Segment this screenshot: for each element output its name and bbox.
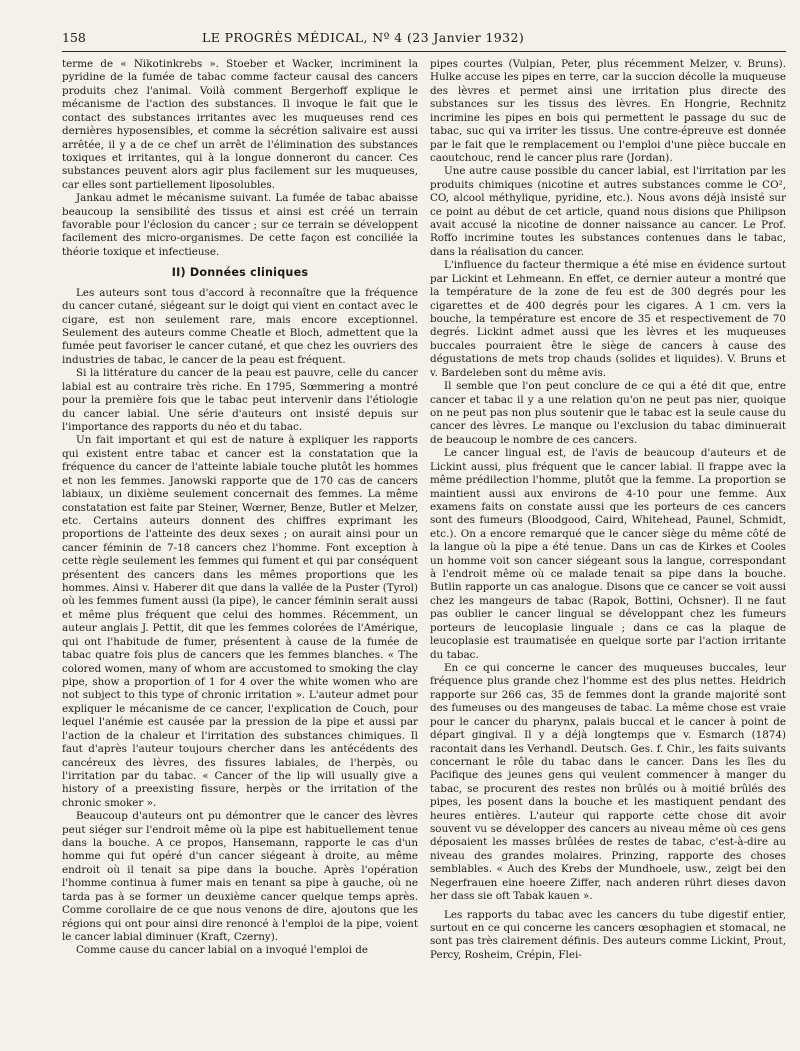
paragraph: Les auteurs sont tous d'accord à reconnaître que la fréquence du cancer cutané, siégeant sur le doigt qui vient en contact avec le cigare, est non seulement rare, mais encore exceptionnel. Seulement des auteurs comme Cheatle et Bloch, admettent que la fumée peut favoriser le cancer cutané, et que chez les ouvriers des industries de tabac, le cancer de la peau est fréquent. bbox=[62, 286, 418, 366]
paragraph: terme de « Nikotinkrebs ». Stoeber et Wacker, incriminent la pyridine de la fumée de tabac comme facteur causal des cancers produits chez l'animal. Voilà comment Bergerhoff explique le mécanisme de l'action des substances. Il invoque le fait que le contact des substances irritantes avec les muqueuses rend ces dernières hyposensibles, et comme la sécrétion salivaire est aussi arrêtée, il y a de ce chef un arrêt de l'élimination des substances toxiques et irritantes, qui à la longue donneront du cancer. Ces substances peuvent alors agir plus facilement sur les muqueuses, car elles sont partiellement liposolubles. bbox=[62, 58, 418, 191]
right-column bbox=[430, 58, 786, 962]
paragraph: Jankau admet le mécanisme suivant. La fumée de tabac abaisse beaucoup la sensibilité des tissus et ainsi est créé un terrain favorable pour l'éclosion du cancer ; sur ce terrain se développent facilement des micro-organismes. De cette façon est conciliée la théorie toxique et infectieuse. bbox=[62, 192, 418, 258]
paragraph: Une autre cause possible du cancer labial, est l'irritation par les produits chimiques (nicotine et autres substances comme le CO², CO, alcool méthylique, pyridine, etc.). Nous avons déjà insisté sur ce point au début de cet article, quand nous disions que Philipson avait accusé la nicotine de donner naissance au cancer. Le Prof. Roffo incrimine toutes les substances contenues dans le tabac, dans la réalisation du cancer. bbox=[430, 165, 786, 258]
paragraph: Le cancer lingual est, de l'avis de beaucoup d'auteurs et de Lickint aussi, plus fréquent que le cancer labial. Il frappe avec la même prédilection l'homme, plutôt que la femme. La proportion se maintient aussi aux environs de 4-10 pour une femme. Aux examens faits on constate aussi que les porteurs de ces cancers sont des fumeurs (Bloodgood, Caird, Whitehead, Paunel, Schmidt, etc.). On a encore remarqué que le cancer siège du même côté de la langue où la pipe a été tenue. Dans un cas de Kirkes et Cooles un homme voit son cancer siégeant sous la langue, correspondant à l'endroit même où ce malade tenait sa pipe dans la bouche. Butlin rapporte un cas analogue. Disons que ce cancer se voit aussi chez les mangeurs de tabac (Rapok, Bottini, Ochsner). Il ne faut pas oublier le cancer lingual se développant chez les fumeurs porteurs de leucoplasie linguale ; dans ce cas la plaque de leucoplasie est traumatisée en quelque sorte par l'action irritante du tabac. bbox=[430, 447, 786, 661]
paragraph: Un fait important et qui est de nature à expliquer les rapports qui existent entre tabac et cancer est la constatation que la fréquence du cancer de l'atteinte labiale touche plutôt les hommes et non les femmes. Janowski rapporte que de 170 cas de cancers labiaux, un dixième seulement concernait des femmes. La même constatation est faite par Steiner, Wœrner, Benze, Butler et Melzer, etc. Certains auteurs donnent des chiffres exprimant les proportions de l'atteinte des deux sexes ; on aurait ainsi pour un cancer féminin de 7-18 cancers chez l'homme. Font exception à cette règle seulement les femmes qui fument et qui par conséquent présentent des cancers dans les mêmes proportions que les hommes. Ainsi v. Haberer dit que dans la vallée de la Puster (Tyrol) où les femmes fument aussi (la pipe), le cancer féminin serait aussi et même plus fréquent que celui des hommes. Récemment, un auteur anglais J. Pettit, dit que les femmes colorées de l'Amérique, qui ont l'habitude de fumer, présentent à cause de la fumée de tabac quatre fois plus de cancers que les femmes blanches. « The colored women, many of whom are accustomed to smoking the clay pipe, show a proportion of 1 for 4 over the white women who are not subject to this type of chronic irritation ». L'auteur admet pour expliquer le mécanisme de ce cancer, l'explication de Couch, pour lequel l'anémie est causée par la pression de la pipe et aussi par l'action de la chaleur et l'irritation des substances chimiques. Il faut d'après l'auteur toujours chercher dans les antécédents des cancéreux des lèvres, des fissures labiales, de l'herpès, ou l'irritation par du tabac. « Cancer of the lip will usually give a history of a preexisting fissure, herpès or the irritation of the chronic smoker ». bbox=[62, 434, 418, 809]
journal-title: LE PROGRÈS MÉDICAL, Nº 4 (23 Janvier 1932) bbox=[202, 30, 525, 45]
paragraph: En ce qui concerne le cancer des muqueuses buccales, leur fréquence plus grande chez l'homme est des plus nettes. Heidrich rapporte sur 266 cas, 35 de femmes dont la grande majorité sont des fumeuses ou des mangeuses de tabac. La même chose est vraie pour le cancer du pharynx, palais buccal et le cancer à point de départ gingival. Il y a déjà longtemps que v. Esmarch (1874) racontait dans les Verhandl. Deutsch. Ges. f. Chir., les faits suivants concernant le rôle du tabac dans le cancer. Dans les îles du Pacifique des jeunes gens qui veulent commencer à manger du tabac, se procurent des restes non brûlés ou à moitié brûlés des pipes, les posent dans la bouche et les mastiquent pendant des heures entières. L'auteur qui rapporte cette chose dit avoir souvent vu se développer des cancers au niveau même où ces gens déposaient les masses brûlées de restes de tabac, c'est-à-dire au niveau des grandes molaires. Prinzing, rapporte des choses semblables. « Auch des Krebs der Mundhoele, usw., zeigt bei den Negerfrauen eine hoeere Ziffer, nach anderen rührt dieses davon her dass sie oft Tabak kauen ». bbox=[430, 661, 786, 903]
page-number: 158 bbox=[62, 30, 86, 45]
running-head bbox=[62, 30, 786, 52]
paragraph: Beaucoup d'auteurs ont pu démontrer que le cancer des lèvres peut siéger sur l'endroit même où la pipe est habituellement tenue dans la bouche. A ce propos, Hansemann, rapporte le cas d'un homme qui fut opéré d'un cancer siégeant à droite, au même endroit où il tenait sa pipe dans la bouche. Après l'opération l'homme continua à fumer mais en tenant sa pipe à gauche, où ne tarda pas à se former un deuxième cancer quelque temps après. Comme corollaire de ce que nous venons de dire, ajoutons que les régions qui ont pour ainsi dire renoncé à l'emploi de la pipe, voient le cancer labial diminuer (Kraft, Czerny). bbox=[62, 810, 418, 943]
paragraph: Comme cause du cancer labial on a invoqué l'emploi de bbox=[76, 944, 368, 957]
left-column bbox=[62, 58, 418, 962]
paragraph: Il semble que l'on peut conclure de ce qui a été dit que, entre cancer et tabac il y a une relation qu'on ne peut pas nier, quoique on ne peut pas non plus soutenir que le tabac est la seule cause du cancer des lèvres. Le manque ou l'exclusion du tabac diminuerait de beaucoup le nombre de ces cancers. bbox=[430, 380, 786, 446]
paragraph: L'influence du facteur thermique a été mise en évidence surtout par Lickint et Lehmeann. En effet, ce dernier auteur a montré que la température de la zone de feu est de 300 degrés pour les cigarettes et de 400 degrés pour les cigares. A 1 cm. vers la bouche, la température est encore de 35 et respectivement de 70 degrés. Lickint admet aussi que les lèvres et les muqueuses buccales pourraient être le siège de cancers à cause des dégustations de mets trop chauds (solides et liquides). V. Bruns et v. Bardeleben sont du même avis. bbox=[430, 259, 786, 379]
paragraph: pipes courtes (Vulpian, Peter, plus récemment Melzer, v. Bruns). Hulke accuse les pipes en terre, car la succion décolle la muqueuse des lèvres et permet ainsi une irritation plus directe des substances sur les tissus des lèvres. En Hongrie, Rechnitz incrimine les pipes en bois qui permettent le passage du suc de tabac, suc qui va irriter les tissus. Une contre-épreuve est donnée par le fait que le remplacement ou l'emploi d'une pièce buccale en caoutchouc, rend le cancer plus rare (Jordan). bbox=[430, 58, 786, 164]
section-heading: II) Données cliniques bbox=[171, 266, 309, 280]
paragraph: Les rapports du tabac avec les cancers du tube digestif entier, surtout en ce qui concerne les cancers œsophagien et stomacal, ne sont pas très clairement définis. Des auteurs comme Lickint, Prout, Percy, Rosheim, Crépin, Flei- bbox=[430, 908, 786, 961]
two-column-body bbox=[62, 58, 786, 962]
paragraph: Si la littérature du cancer de la peau est pauvre, celle du cancer labial est au contraire très riche. En 1795, Sœmmering a montré pour la première fois que le tabac peut intervenir dans l'étiologie du cancer labial. Une série d'auteurs ont insisté depuis sur l'importance des rapports du néo et du tabac. bbox=[62, 367, 418, 433]
